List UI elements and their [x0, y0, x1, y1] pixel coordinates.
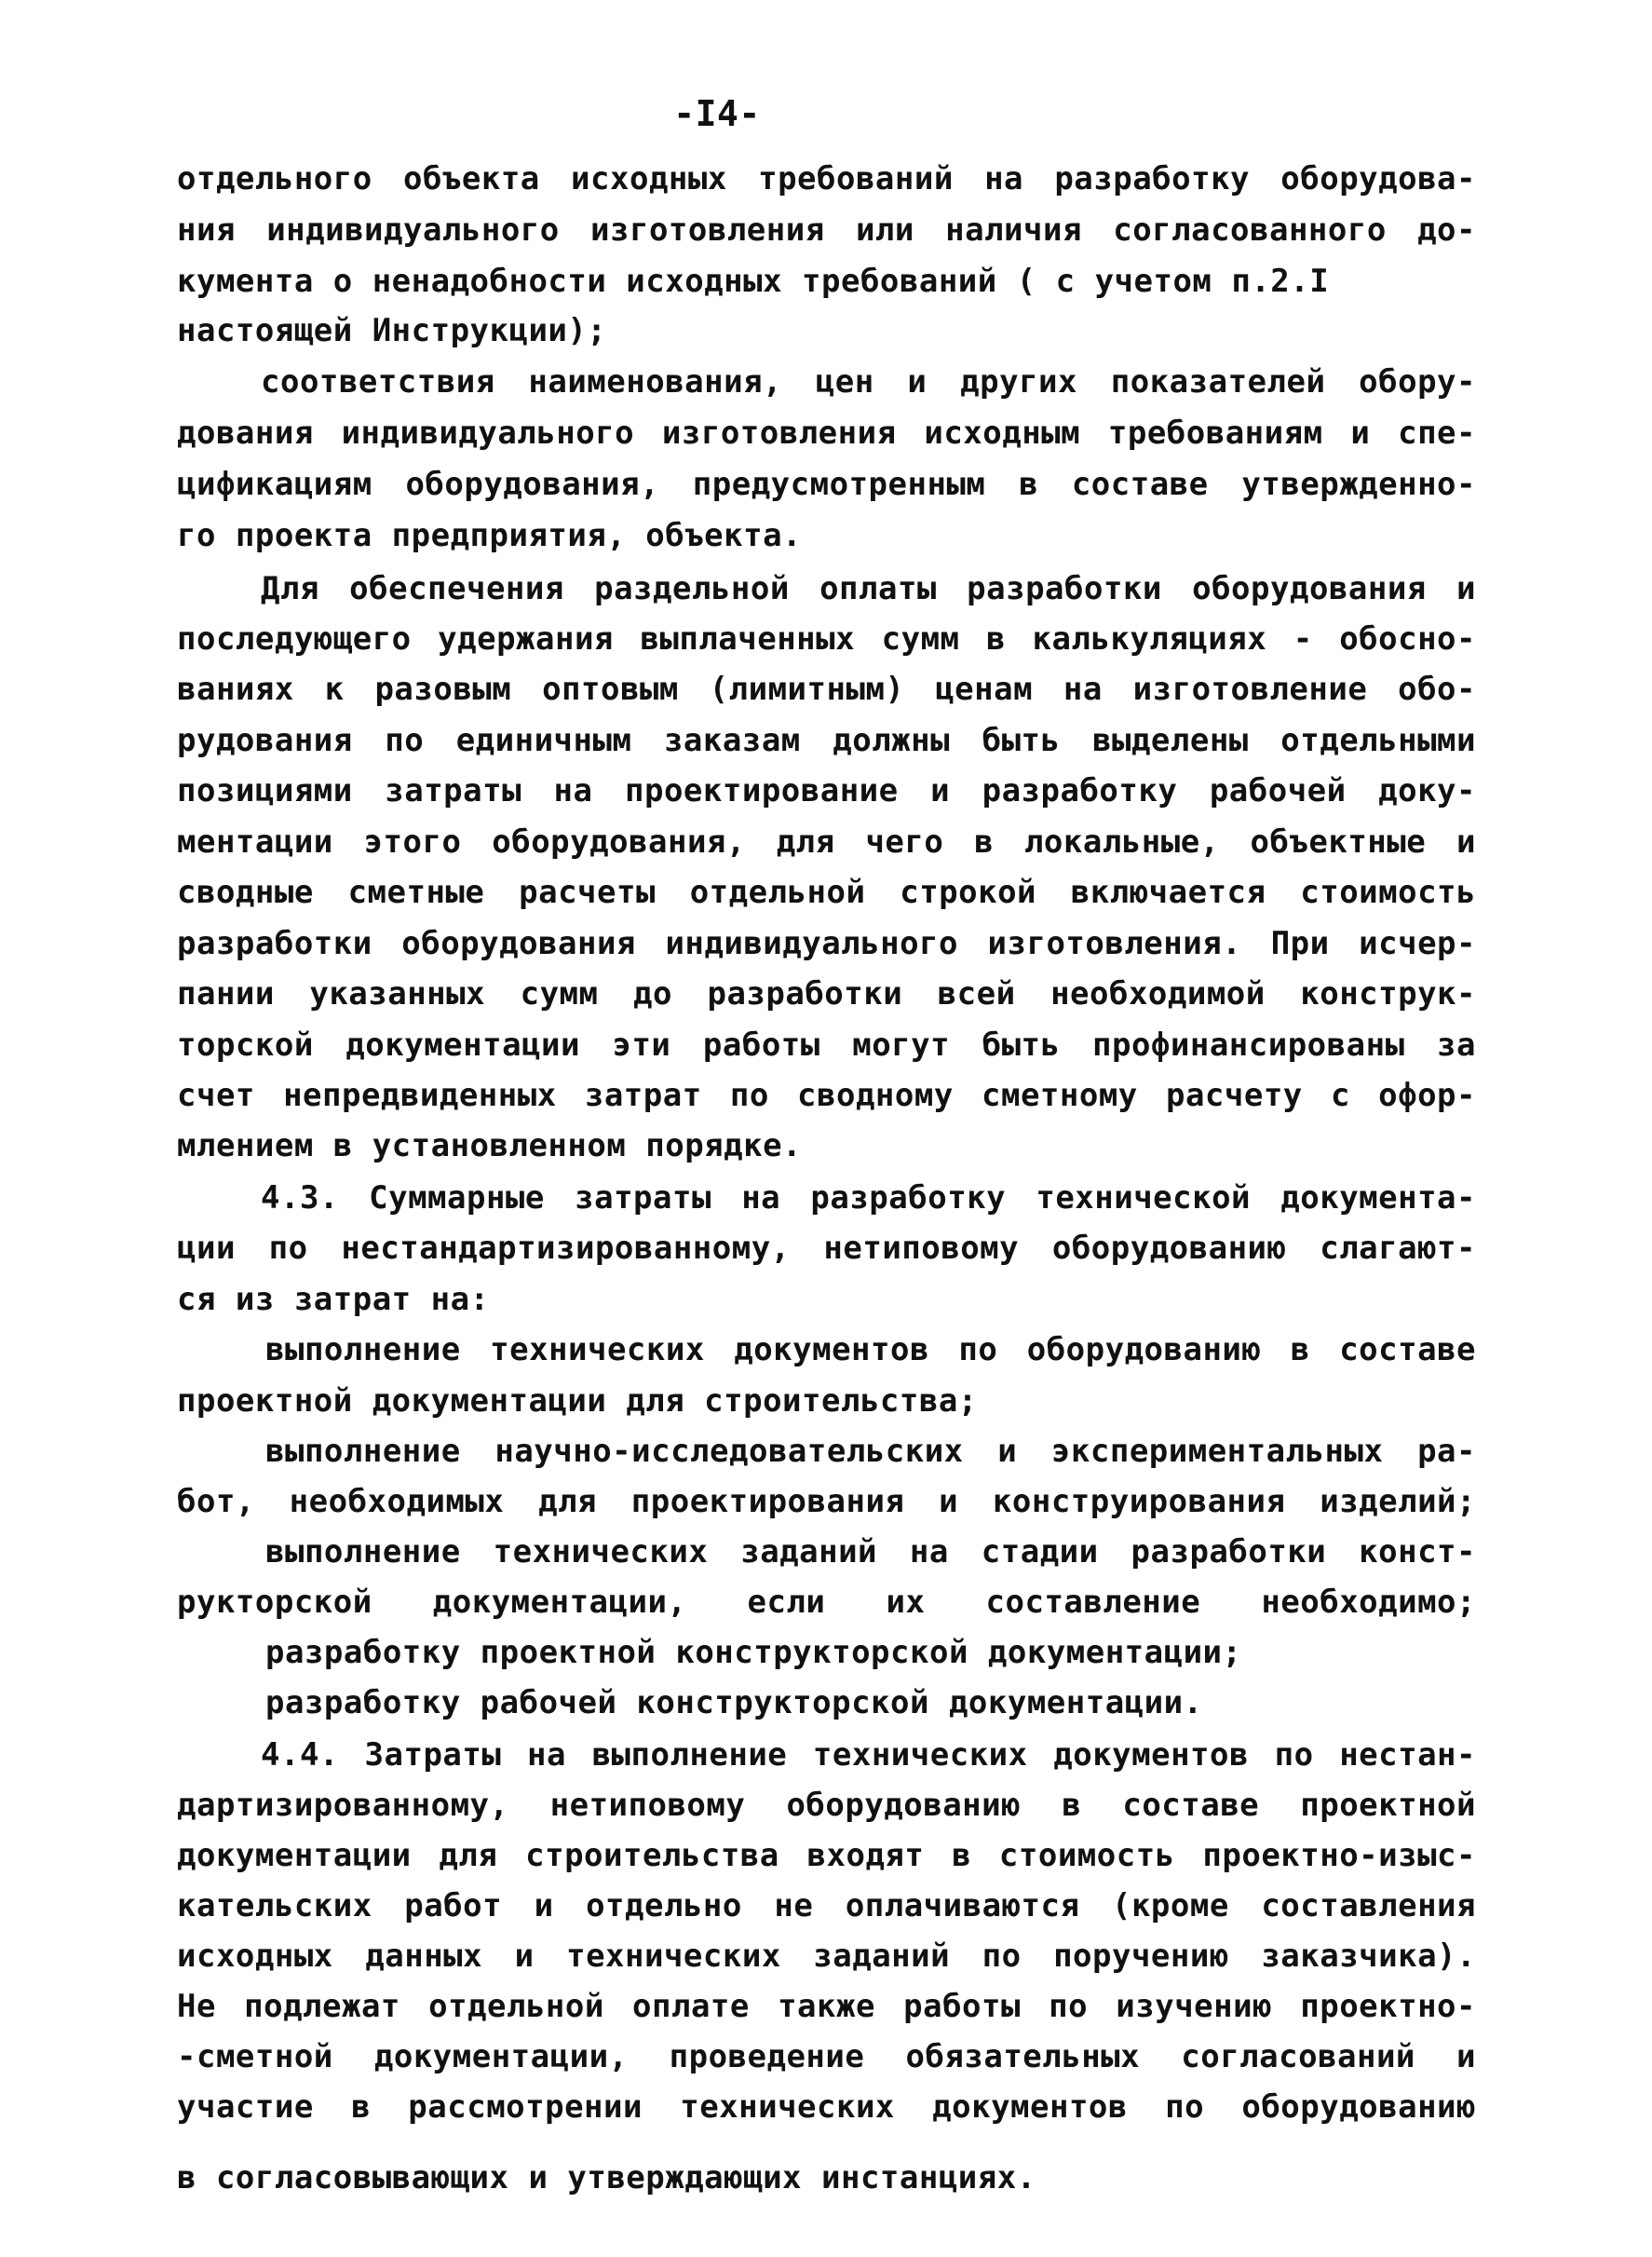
text-line: выполнение технических документов по оборудованию в составе [265, 1331, 1476, 1368]
text-line: кумента о ненадобности исходных требований ( с учетом п.2.I [177, 263, 1330, 300]
text-line: млением в установленном порядке. [177, 1127, 803, 1164]
text-line: го проекта предприятия, объекта. [177, 517, 803, 554]
text-line: разработку проектной конструкторской документации; [265, 1634, 1242, 1671]
text-line: дартизированному, нетиповому оборудованию в составе проектной [177, 1787, 1476, 1824]
text-line: участие в рассмотрении технических документов по оборудованию [177, 2088, 1476, 2126]
text-line: цификациям оборудования, предусмотренным в составе утвержденно- [177, 466, 1476, 503]
text-line: -сметной документации, проведение обязательных согласований и [177, 2038, 1476, 2075]
text-line: ваниях к разовым оптовым (лимитным) ценам на изготовление обо- [177, 671, 1476, 708]
text-line: отдельного объекта исходных требований на разработку оборудова- [177, 160, 1476, 197]
text-line: сводные сметные расчеты отдельной строкой включается стоимость [177, 874, 1476, 911]
text-line: разработки оборудования индивидуального изготовления. При исчер- [177, 925, 1476, 962]
text-line: ции по нестандартизированному, нетиповому оборудованию слагают- [177, 1230, 1476, 1267]
text-line: выполнение научно-исследовательских и экспериментальных ра- [265, 1433, 1476, 1470]
text-line: в согласовывающих и утверждающих инстанциях. [177, 2159, 1036, 2196]
text-line: настоящей Инструкции); [177, 312, 607, 349]
text-line: документации для строительства входят в стоимость проектно-изыс- [177, 1837, 1476, 1874]
text-line: счет непредвиденных затрат по сводному сметному расчету с офор- [177, 1077, 1476, 1114]
text-line: ментации этого оборудования, для чего в локальные, объектные и [177, 823, 1476, 861]
text-line: пании указанных сумм до разработки всей необходимой конструк- [177, 975, 1476, 1013]
text-line: проектной документации для строительства; [177, 1382, 978, 1420]
text-line: позициями затраты на проектирование и разработку рабочей доку- [177, 772, 1476, 809]
text-line: бот, необходимых для проектирования и конструирования изделий; [177, 1483, 1476, 1520]
text-line: дования индивидуального изготовления исходным требованиям и спе- [177, 415, 1476, 452]
text-line: рукторской документации, если их составление необходимо; [177, 1584, 1476, 1621]
text-line: Для обеспечения раздельной оплаты разработки оборудования и [261, 570, 1476, 607]
text-line: ния индивидуального изготовления или наличия согласованного до- [177, 211, 1476, 249]
text-line: соответствия наименования, цен и других показателей обору- [261, 363, 1476, 401]
text-line: разработку рабочей конструкторской документации. [265, 1684, 1203, 1721]
text-line: выполнение технических заданий на стадии разработки конст- [265, 1533, 1476, 1570]
text-line: кательских работ и отдельно не оплачиваются (кроме составления [177, 1887, 1476, 1924]
text-line: 4.4. Затраты на выполнение технических документов по нестан- [261, 1736, 1476, 1774]
text-line: исходных данных и технических заданий по поручению заказчика). [177, 1937, 1476, 1975]
text-line: последующего удержания выплаченных сумм в калькуляциях - обосно- [177, 620, 1476, 658]
page-number: -I4- [673, 93, 761, 134]
text-line: ся из затрат на: [177, 1281, 490, 1318]
text-line: Не подлежат отдельной оплате также работы по изучению проектно- [177, 1988, 1476, 2025]
text-line: 4.3. Суммарные затраты на разработку технической документа- [261, 1179, 1476, 1217]
text-line: торской документации эти работы могут быть профинансированы за [177, 1027, 1476, 1064]
text-line: рудования по единичным заказам должны быть выделены отдельными [177, 722, 1476, 759]
